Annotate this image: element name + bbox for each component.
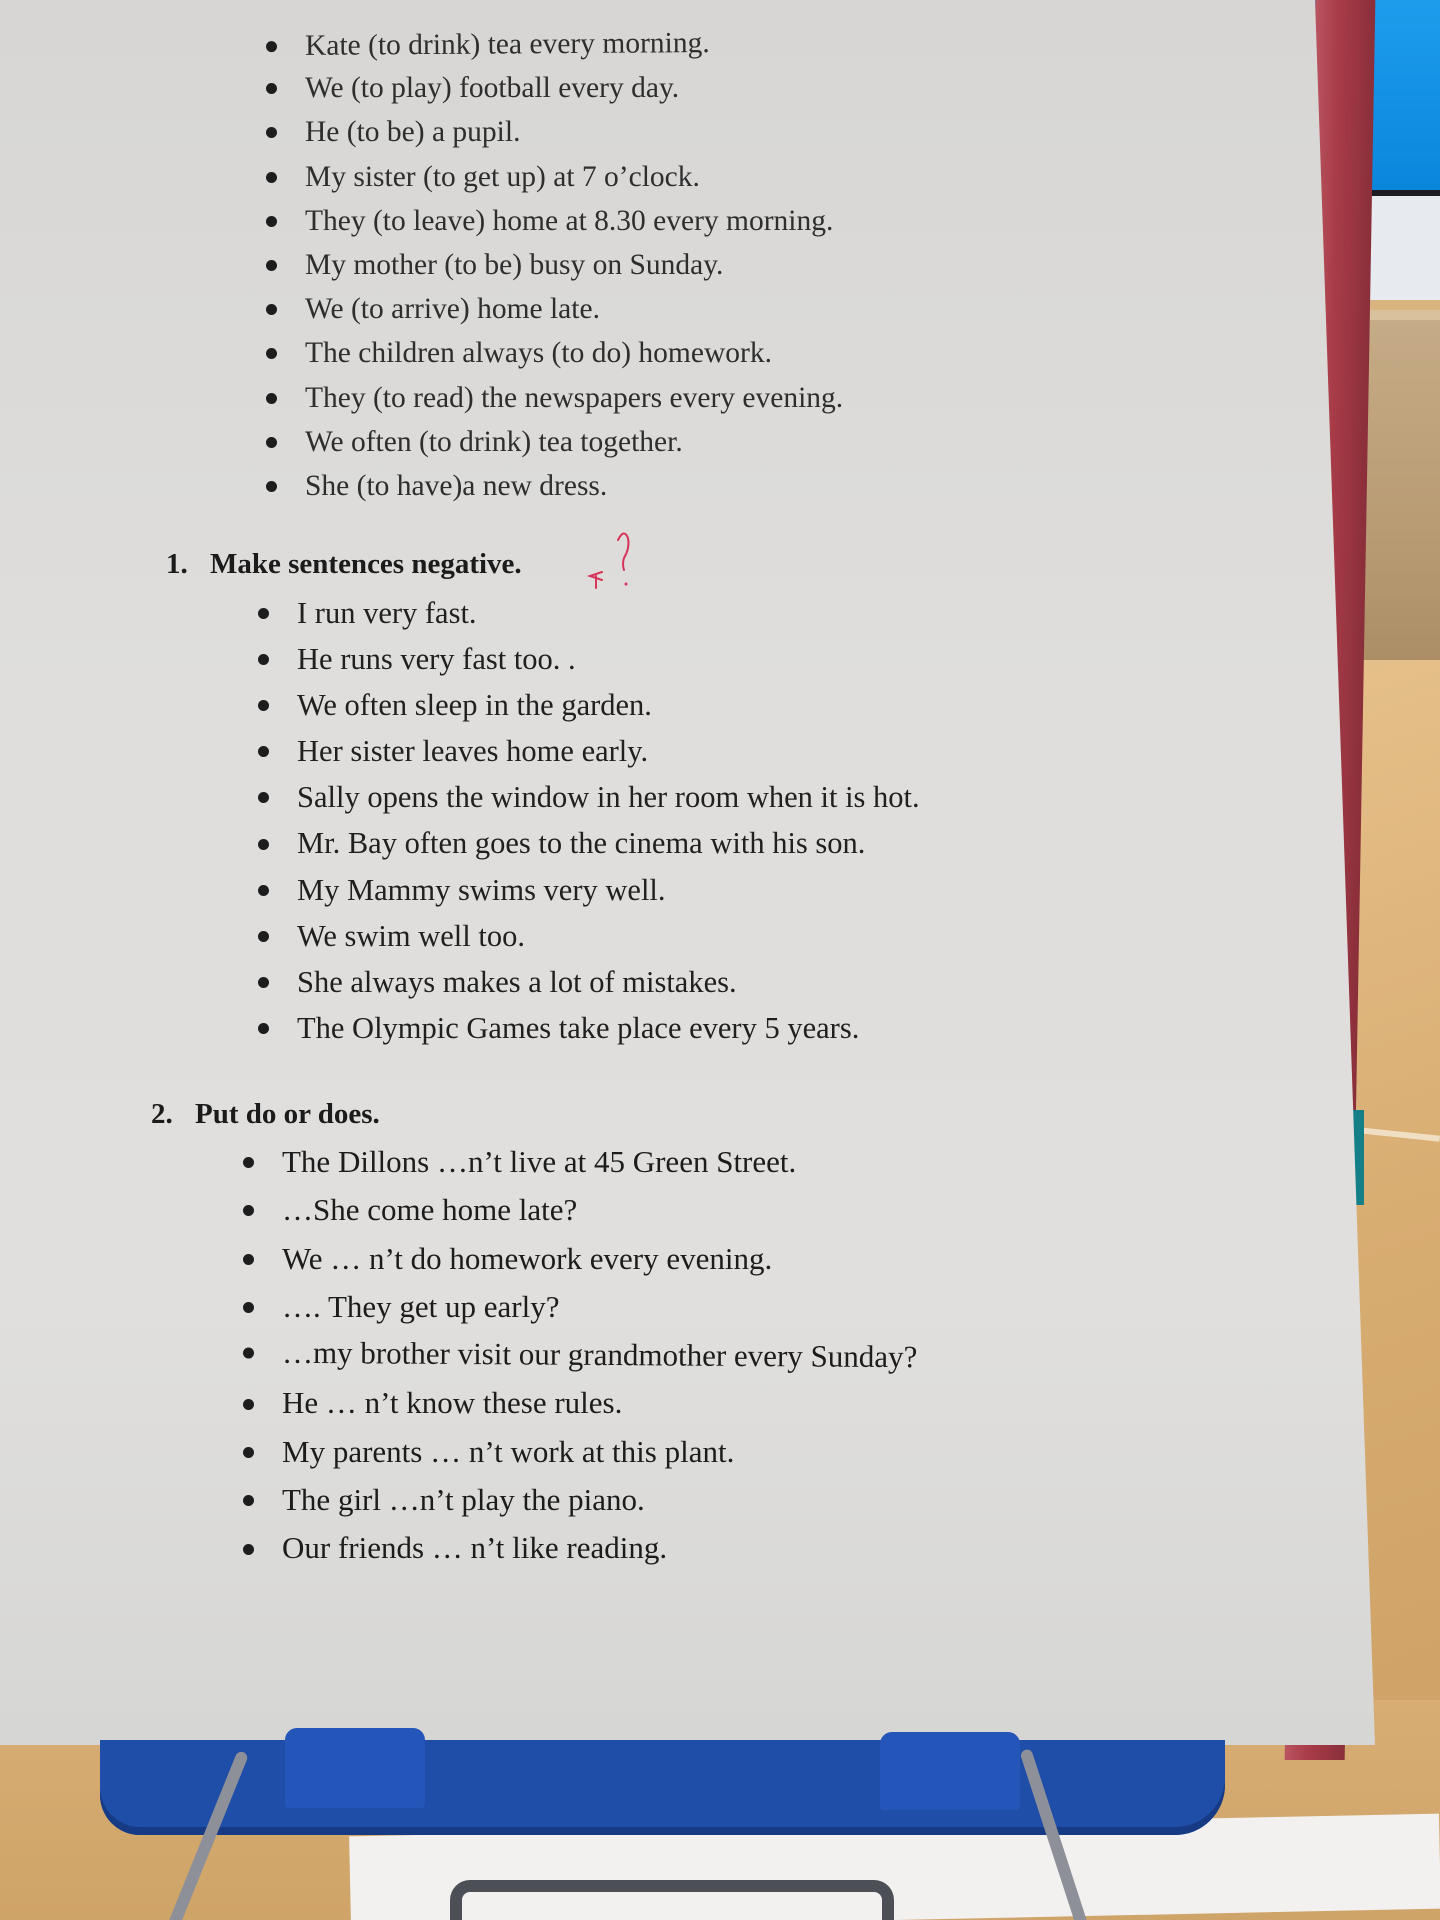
section-heading-negative (166, 548, 522, 581)
list-item: He (to be) a pupil. (305, 110, 843, 154)
section-title: Make sentences negative. (210, 548, 522, 580)
list-item: Mr. Bay often goes to the cinema with his son. (297, 820, 920, 866)
list-item: The Dillons …n’t live at 45 Green Street. (282, 1138, 917, 1186)
exercise-list-present-simple (305, 22, 843, 508)
list-item: We swim well too. (297, 913, 920, 959)
list-item: They (to leave) home at 8.30 every morning. (305, 199, 843, 243)
list-item: The children always (to do) homework. (305, 331, 843, 375)
list-item: My Mammy swims very well. (297, 867, 920, 913)
book-stand-clip-right (880, 1732, 1020, 1810)
list-item: My sister (to get up) at 7 o’clock. (305, 155, 843, 199)
list-item: Our friends … n’t like reading. (282, 1524, 917, 1572)
list-item: …She come home late? (282, 1186, 917, 1234)
list-item: He … n’t know these rules. (282, 1379, 917, 1427)
list-item: The girl …n’t play the piano. (282, 1476, 917, 1524)
list-item: Sally opens the window in her room when it is hot. (297, 774, 920, 820)
list-item: We (to play) football every day. (305, 66, 843, 110)
list-item: The Olympic Games take place every 5 years. (297, 1005, 920, 1051)
list-item: I run very fast. (297, 590, 920, 636)
section-heading-do-does (151, 1098, 380, 1131)
list-item: Kate (to drink) tea every morning. (305, 20, 843, 68)
list-item: …my brother visit our grandmother every Sunday? (282, 1329, 918, 1382)
list-item: We often (to drink) tea together. (305, 420, 843, 464)
section-number: 2. (151, 1098, 173, 1130)
list-item: They (to read) the newspapers every evening. (305, 376, 843, 420)
section-number: 1. (166, 548, 188, 580)
list-item: We … n’t do homework every evening. (282, 1235, 917, 1283)
book-stand-tray (100, 1740, 1225, 1835)
list-item: My parents … n’t work at this plant. (282, 1428, 917, 1476)
list-item: We (to arrive) home late. (305, 287, 843, 331)
handwritten-pen-mark-icon (584, 522, 634, 592)
section-title: Put do or does. (195, 1098, 380, 1130)
list-item: We often sleep in the garden. (297, 682, 920, 728)
list-item: Her sister leaves home early. (297, 728, 920, 774)
stand-wire-frame (450, 1880, 894, 1920)
exercise-list-negative (297, 590, 920, 1051)
exercise-list-do-does (282, 1138, 917, 1573)
list-item: She (to have)a new dress. (305, 464, 843, 508)
list-item: She always makes a lot of mistakes. (297, 959, 920, 1005)
list-item: My mother (to be) busy on Sunday. (305, 243, 843, 287)
list-item: …. They get up early? (282, 1283, 917, 1331)
list-item: He runs very fast too. . (297, 636, 920, 682)
book-stand-clip-left (285, 1728, 425, 1808)
